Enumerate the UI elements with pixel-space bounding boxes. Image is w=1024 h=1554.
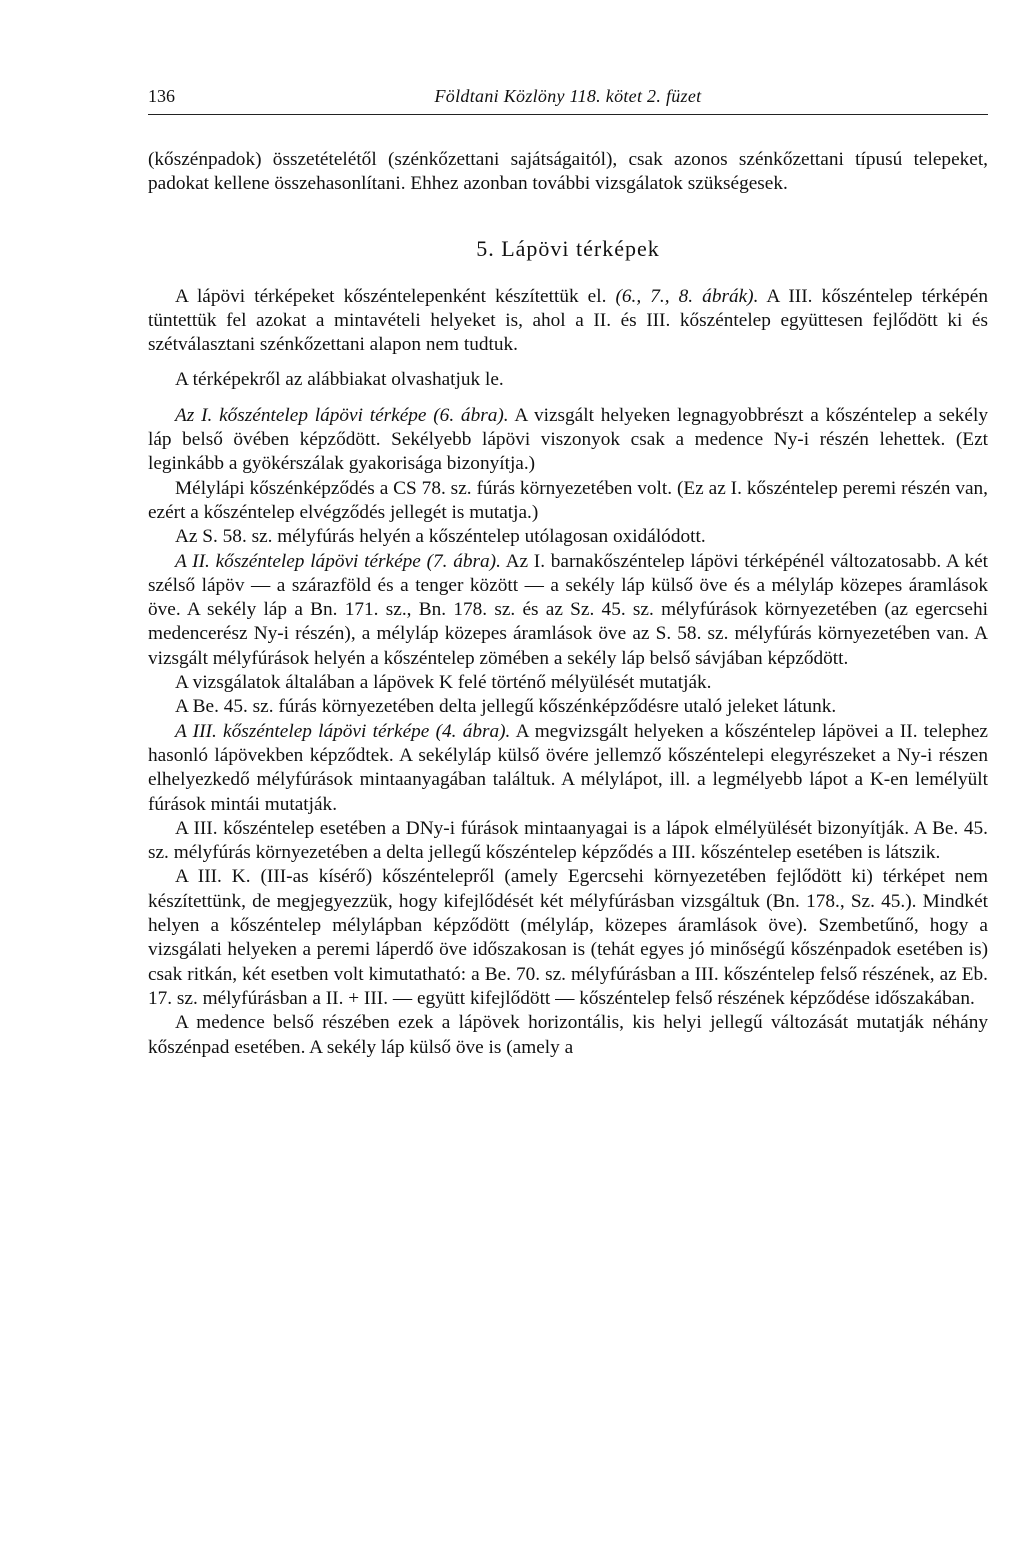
paragraph [148,720,988,817]
paragraph-text: A vizsgált helyeken legnagyobbrészt a kőszéntelep a sekély láp belső övében képződött. Sekélyebb lápövi viszonyok csak a medence Ny-i részén lehettek. (Ezt leginkább a gyökérszálak gyakorisága bizonyítja.) [148,404,988,475]
paragraph-text: A III. kőszéntelep térképén tüntettük fel azokat a mintavételi helyeket is, ahol a II. és III. kőszéntelep együttesen fejlődött ki és szétválasztani szénkőzettani alapon nem tudtuk. [148,285,989,356]
paragraph: Az S. 58. sz. mélyfúrás helyén a kőszéntelep utólagosan oxidálódott. [175,526,706,548]
subsection-title: Az I. kőszéntelep lápövi térképe (6. ábra). [175,404,509,426]
paragraph: (kőszénpadok) összetételétől (szénkőzettani sajátságaitól), csak azonos szénkőzettani típusú telepeket, padokat kellene összehasonlítani. Ehhez azonban további vizsgálatok szükségesek. [148,149,988,195]
paragraph-text: A lápövi térképeket kőszéntelepenként készítettük el. [175,285,616,307]
article-body [148,148,988,1060]
paragraph [148,404,988,477]
paragraph [148,550,988,671]
paragraph-text: Az I. barnakőszéntelep lápövi térképénél változatosabb. A két szélső lápöv — a szárazföld és a tenger között — a sekély láp külső öve és a mélyláp közepes áramlások öve. A sekély láp a Bn. 171. sz., Bn. 178. sz. és az Sz. 45. sz. mélyfúrások környezetében (az egercsehi medencerész Ny-i részén), a mélyláp közepes áramlások öve az S. 58. sz. mélyfúrás környezetében van. A vizsgált mélyfúrások helyén a kőszéntelep zömében a sekély láp belső sávjában képződött. [148,550,988,669]
subsection-title: A III. kőszéntelep lápövi térképe (4. ábra). [175,720,511,742]
paragraph: Mélylápi kőszénképződés a CS 78. sz. fúrás környezetében volt. (Ez az I. kőszéntelep peremi részén van, ezért a kőszéntelep elvégződés jellegét is mutatja.) [148,477,988,523]
paragraph: A III. kőszéntelep esetében a DNy-i fúrások mintaanyagai is a lápok elmélyülését bizonyítják. A Be. 45. sz. mélyfúrás környezetében a delta jellegű kőszéntelep képződés a III. kőszéntelep esetében is látszik. [148,817,988,864]
paragraph: A Be. 45. sz. fúrás környezetében delta jellegű kőszénképződésre utaló jeleket látunk. [175,696,837,718]
paragraph: A III. K. (III-as kísérő) kőszéntelepről (amely Egercsehi környezetében fejlődött ki) térképet nem készítettünk, de megjegyezzük, hogy kifejlődését két mélyfúrásban vizsgáltuk (Bn. 178., Sz. 45.). Mindkét helyen a kőszéntelep mélylápban képződött (mélyláp, közepes áramlások öve). Szembetűnő, hogy a vizsgálati helyeken a peremi láperdő öve időszakosan is (tehát egyes jó minőségű kőszénpadok esetében is) csak ritkán, két esetben volt kimutatható: a Be. 70. sz. mélyfúrásban a III. kőszéntelep felső részének, az Eb. 17. sz. mélyfúrásban a II. + III. — együtt kifejlődött — kőszéntelep felső részének képződése időszakában. [148,866,988,1009]
paragraph: A térképekről az alábbiakat olvashatjuk le. [175,369,504,391]
paragraph: A vizsgálatok általában a lápövek K felé történő mélyülését mutatják. [175,672,712,694]
figure-reference: (6., 7., 8. ábrák). [615,285,759,307]
journal-title: Földtani Közlöny 118. kötet 2. füzet [434,86,702,106]
section-heading: 5. Lápövi térképek [476,235,660,261]
paragraph-text: A megvizsgált helyeken a kőszéntelep lápövei a II. telephez hasonló lápövekben képződtek. A sekélyláp külső övére jellemző kőszéntelepi elegyrészeket a Ny-i részen elhelyezkedő mélyfúrások mintaanyagában találtuk. A mélylápot, ill. a legmélyebb lápot a K-en lemélyült fúrások mintái mutatják. [148,720,988,815]
page-number: 136 [148,86,175,106]
subsection-title: A II. kőszéntelep lápövi térképe (7. ábra). [175,550,501,572]
paragraph: A medence belső részében ezek a lápövek horizontális, kis helyi jellegű változását mutatják néhány kőszénpad esetében. A sekély láp külső öve is (amely a [148,1012,988,1058]
running-head [148,84,988,115]
paragraph [148,285,988,358]
